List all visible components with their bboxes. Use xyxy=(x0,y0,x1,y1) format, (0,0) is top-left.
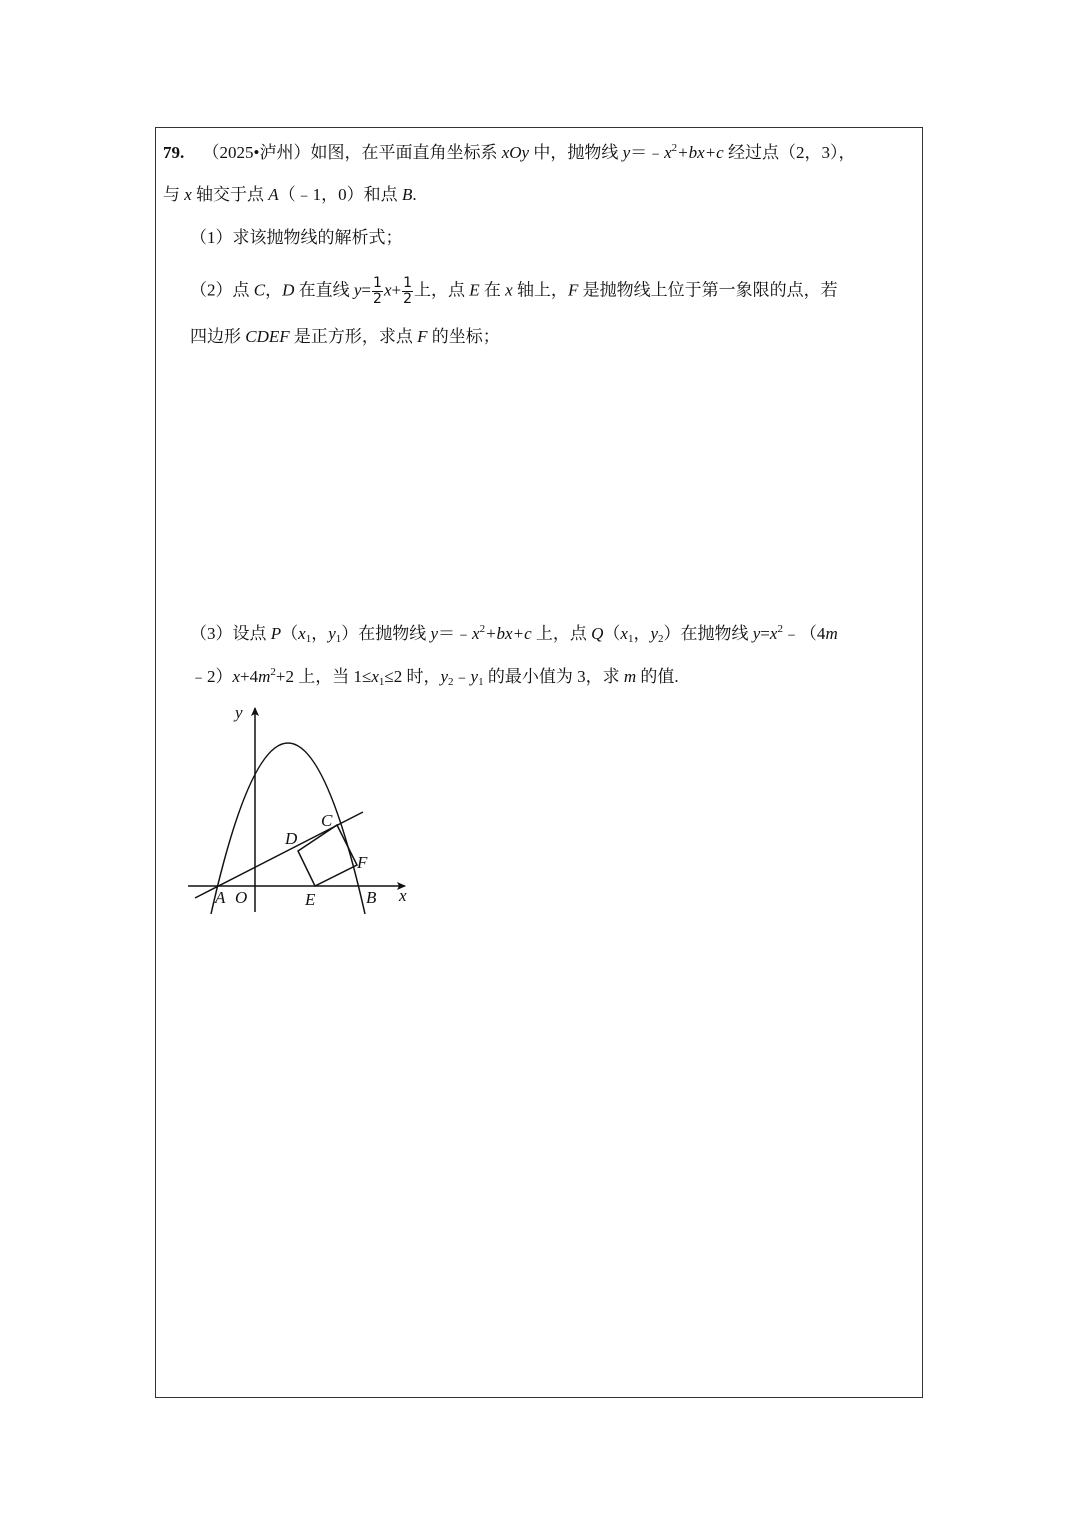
label-x-axis: x xyxy=(399,886,407,905)
intro-line-1 xyxy=(163,141,855,165)
math-var: m xyxy=(825,624,838,643)
part-text: ≤2 时， xyxy=(384,667,441,686)
math-var: x xyxy=(472,624,480,643)
part-text: 的最小值为 3，求 xyxy=(483,667,624,686)
math-var: x xyxy=(184,185,192,204)
part-text: 的值. xyxy=(636,667,679,686)
point-label: F xyxy=(417,327,428,346)
part-text: 四边形 xyxy=(190,327,246,346)
intro-text: 中，抛物线 xyxy=(529,143,623,162)
math-op: = xyxy=(760,624,770,643)
part-text: 轴上， xyxy=(512,280,568,300)
fraction xyxy=(402,276,413,307)
fraction xyxy=(372,276,383,307)
intro-text: （﹣1，0）和点 xyxy=(278,185,402,204)
part-2-line-1 xyxy=(190,276,838,307)
point-label: D xyxy=(282,280,295,300)
part-text: （3）设点 xyxy=(190,624,271,643)
label-point-d: D xyxy=(285,829,298,848)
equation-exponent: 2 xyxy=(671,142,678,154)
math-var: y xyxy=(430,624,439,643)
subscript: 2 xyxy=(448,676,454,688)
intro-line-2 xyxy=(163,183,417,207)
part-text: （2）点 xyxy=(190,280,254,300)
point-label: B xyxy=(401,185,413,204)
math-var: y xyxy=(470,667,479,686)
part-text: 是抛物线上位于第一象限的点，若 xyxy=(578,280,838,300)
math-var: y xyxy=(752,624,761,643)
part-3-line-2 xyxy=(190,665,679,689)
part-text: （ xyxy=(281,624,299,643)
math-var: m xyxy=(623,667,637,686)
part-text: 是正方形，求点 xyxy=(289,327,418,346)
coord-system: xOy xyxy=(501,143,530,162)
math-var: x xyxy=(371,667,379,686)
equation-var: y xyxy=(622,143,631,162)
subscript: 1 xyxy=(378,676,385,688)
math-var: y xyxy=(328,624,336,643)
math-op: ﹣ xyxy=(453,667,471,686)
point-label: P xyxy=(270,624,282,643)
problem-number: 79. xyxy=(163,143,185,162)
equation-exponent: 2 xyxy=(479,623,486,635)
fraction-numerator: 1 xyxy=(403,275,412,291)
part-2-line-2 xyxy=(190,325,500,349)
part-text: 上，点 xyxy=(414,280,470,300)
equation-exponent: 2 xyxy=(777,623,783,635)
math-var: m xyxy=(258,667,271,686)
point-label: Q xyxy=(591,624,604,643)
math-var: x xyxy=(620,624,628,643)
math-var: x xyxy=(505,280,513,300)
label-point-e: E xyxy=(305,890,316,909)
math-var: x xyxy=(769,624,778,643)
part-text: +4 xyxy=(240,667,259,686)
part-text: +2 上，当 1≤ xyxy=(275,667,372,686)
part-text: ， xyxy=(633,624,651,643)
math-var: y xyxy=(650,624,658,643)
part-text: 在 xyxy=(479,280,506,300)
subscript: 1 xyxy=(478,676,484,688)
math-var: y xyxy=(440,667,449,686)
equation-exponent: 2 xyxy=(270,666,276,678)
fraction-denominator: 2 xyxy=(403,291,412,307)
part-text: ﹣2） xyxy=(190,667,233,686)
subscript: 1 xyxy=(305,633,312,645)
square-cdef xyxy=(298,825,357,886)
fraction-numerator: 1 xyxy=(373,275,382,291)
math-var: x xyxy=(298,624,306,643)
intro-text: . xyxy=(412,185,417,204)
label-point-a: A xyxy=(215,888,226,907)
part-text: ）在抛物线 xyxy=(663,624,753,643)
parabola-figure xyxy=(185,700,425,925)
equation-var: x xyxy=(664,143,672,162)
line-ad xyxy=(195,812,363,898)
part-text: （ xyxy=(603,624,621,643)
part-text: ）在抛物线 xyxy=(341,624,431,643)
math-var: y xyxy=(353,280,362,300)
equation-part: +bx+c xyxy=(485,624,532,643)
intro-text: 与 xyxy=(163,185,185,204)
fraction-denominator: 2 xyxy=(373,291,382,307)
equation-part: ﹣（4 xyxy=(782,624,826,643)
math-op: + xyxy=(391,280,402,300)
label-point-f: F xyxy=(357,853,368,872)
point-label: F xyxy=(567,280,579,300)
label-point-b: B xyxy=(366,888,377,907)
intro-text: 经过点（2，3）， xyxy=(723,143,856,162)
equation-part: +bx+c xyxy=(677,143,724,162)
subscript: 1 xyxy=(627,633,634,645)
intro-text: 如图，在平面直角坐标系 xyxy=(310,143,502,162)
label-origin: O xyxy=(235,888,248,907)
label-point-c: C xyxy=(321,811,333,830)
point-label: C xyxy=(253,280,266,300)
part-1: （1）求该抛物线的解析式； xyxy=(190,228,403,247)
part-text: ， xyxy=(265,280,283,300)
point-label: E xyxy=(469,280,480,300)
label-y-axis: y xyxy=(235,703,243,722)
part-3-line-1 xyxy=(190,622,838,646)
point-label: A xyxy=(268,185,279,204)
math-op: = xyxy=(361,280,372,300)
part-text: 在直线 xyxy=(294,280,354,300)
math-var: x xyxy=(383,280,392,300)
shape-label: CDEF xyxy=(245,327,290,346)
equation-part: ＝﹣ xyxy=(630,143,665,162)
part-text: 的坐标； xyxy=(427,327,500,346)
intro-text: 轴交于点 xyxy=(191,185,269,204)
math-op: ＝﹣ xyxy=(438,624,473,643)
part-text: 上，点 xyxy=(531,624,592,643)
subscript: 1 xyxy=(335,633,342,645)
problem-source: （2025•泸州） xyxy=(202,143,311,162)
subscript: 2 xyxy=(658,633,664,645)
part-text: ， xyxy=(311,624,329,643)
math-var: x xyxy=(232,667,241,686)
